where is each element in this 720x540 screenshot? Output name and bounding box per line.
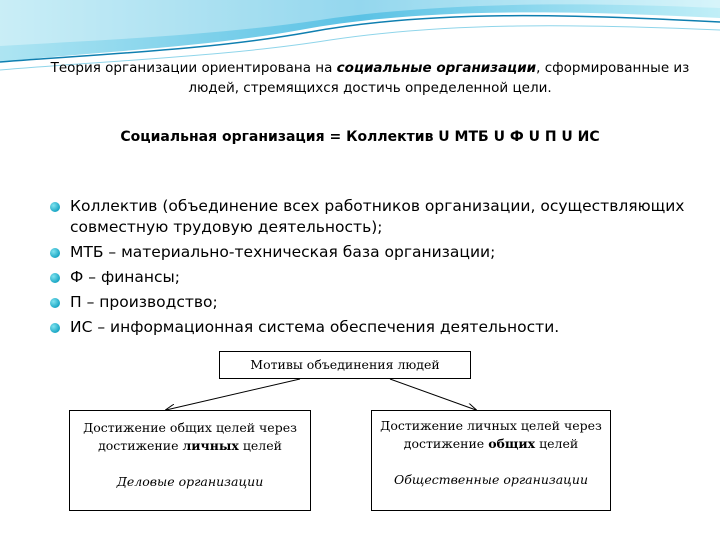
public-org-box	[371, 410, 611, 511]
business-org-description: Достижение общих целей через достижение личных целей	[83, 420, 297, 453]
list-item: П – производство;	[48, 292, 688, 313]
list-item: Коллектив (объединение всех работников организации, осуществляющих совместную трудовую деятельность);	[48, 196, 688, 238]
business-org-box	[69, 410, 311, 511]
motives-box: Мотивы объединения людей	[219, 351, 471, 379]
bullet-dot-icon	[50, 298, 60, 308]
arrow-right	[390, 379, 476, 410]
intro-emphasis: социальные организации	[336, 60, 537, 76]
bullet-dot-icon	[50, 202, 60, 212]
intro-text: Теория организации ориентирована на социальные организации, сформированные из людей, стремящихся достичь определенной цели.	[50, 60, 690, 96]
bullet-dot-icon	[50, 273, 60, 283]
public-org-label: Общественные организации	[393, 472, 588, 487]
bullet-dot-icon	[50, 323, 60, 333]
bullet-list	[48, 196, 688, 342]
public-org-description: Достижение личных целей через достижение общих целей	[380, 418, 602, 451]
formula: Социальная организация = Коллектив U МТБ U Ф U П U ИС	[120, 129, 600, 145]
list-item: МТБ – материально-техническая база организации;	[48, 242, 688, 263]
business-org-label: Деловые организации	[116, 474, 264, 489]
arrow-left	[166, 379, 300, 410]
list-item: ИС – информационная система обеспечения деятельности.	[48, 317, 688, 338]
list-item: Ф – финансы;	[48, 267, 688, 288]
bullet-dot-icon	[50, 248, 60, 258]
